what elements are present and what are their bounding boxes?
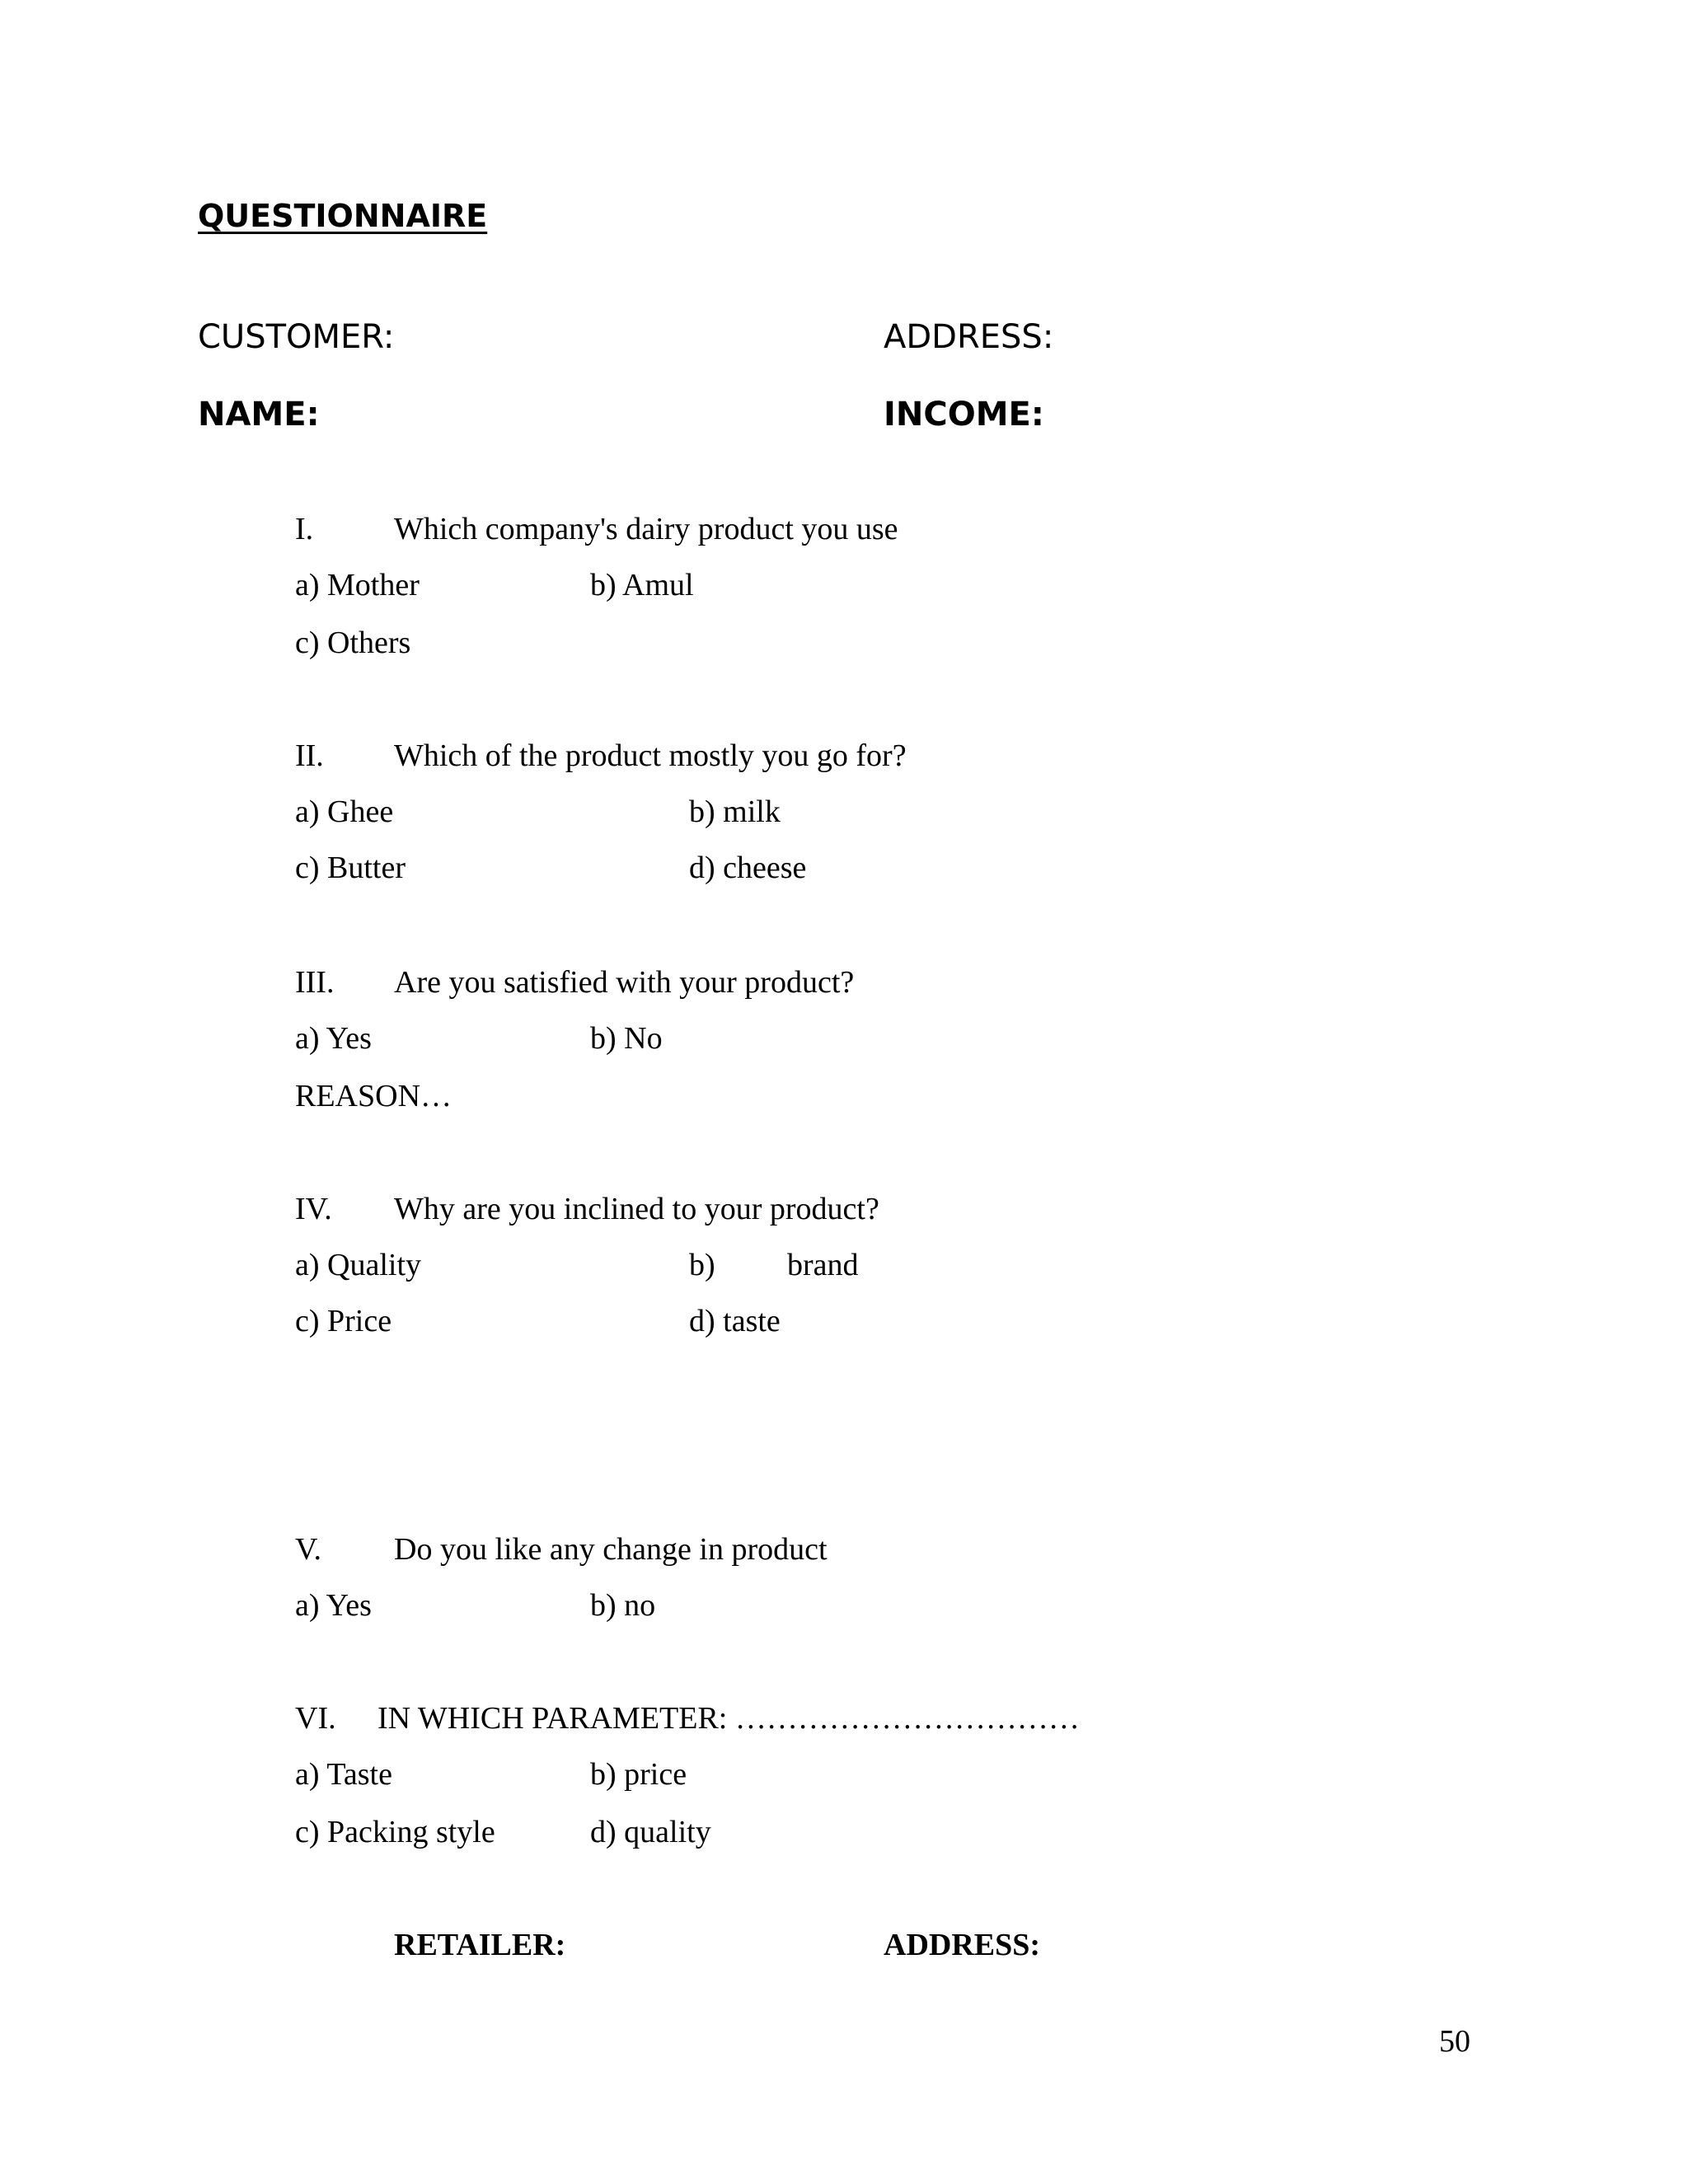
customer-label: CUSTOMER:: [198, 318, 395, 356]
option-5b: b) no: [590, 1588, 656, 1623]
option-6b: b) price: [590, 1757, 687, 1792]
income-label: INCOME:: [884, 396, 1044, 434]
question-text: Which company's dairy product you use: [394, 512, 898, 546]
question-number: V.: [295, 1532, 322, 1567]
option-6a: a) Taste: [295, 1757, 392, 1792]
question-text: Do you like any change in product: [394, 1532, 828, 1567]
option-6d: d) quality: [590, 1815, 711, 1849]
question-2: [295, 738, 907, 774]
option-2a: a) Ghee: [295, 794, 394, 829]
question-number: IV.: [295, 1192, 332, 1226]
option-4b: b): [689, 1248, 715, 1282]
address-label: ADDRESS:: [884, 318, 1054, 356]
option-1a: a) Mother: [295, 568, 420, 602]
question-3: [295, 964, 854, 1001]
reason-label: REASON…: [295, 1079, 452, 1113]
option-4a: a) Quality: [295, 1248, 422, 1282]
question-text: Which of the product mostly you go for?: [394, 738, 907, 773]
option-2b: b) milk: [689, 794, 781, 829]
option-3b: b) No: [590, 1021, 663, 1056]
question-5: [295, 1531, 828, 1568]
option-2d: d) cheese: [689, 851, 807, 885]
page-title: QUESTIONNAIRE: [198, 198, 488, 234]
question-4: [295, 1191, 879, 1227]
question-text: IN WHICH PARAMETER: ……………………………: [377, 1701, 1080, 1736]
question-number: II.: [295, 738, 324, 773]
question-6: [295, 1700, 1080, 1736]
option-4d: d) taste: [689, 1304, 781, 1338]
question-text: Are you satisfied with your product?: [394, 965, 855, 1000]
option-6c: c) Packing style: [295, 1815, 495, 1849]
option-4c: c) Price: [295, 1304, 392, 1338]
question-number: III.: [295, 965, 335, 1000]
retailer-label: RETAILER:: [394, 1928, 566, 1962]
option-3a: a) Yes: [295, 1021, 372, 1056]
question-text: Why are you inclined to your product?: [394, 1192, 879, 1226]
name-label: NAME:: [198, 396, 320, 434]
question-1: [295, 511, 898, 547]
question-number: VI.: [295, 1701, 336, 1736]
option-4b-text: brand: [787, 1248, 859, 1282]
option-5a: a) Yes: [295, 1588, 372, 1623]
page-number: 50: [1439, 2024, 1470, 2059]
option-1b: b) Amul: [590, 568, 694, 602]
question-number: I.: [295, 512, 314, 546]
option-2c: c) Butter: [295, 851, 406, 885]
retailer-address-label: ADDRESS:: [884, 1928, 1041, 1962]
option-1c: c) Others: [295, 626, 411, 660]
